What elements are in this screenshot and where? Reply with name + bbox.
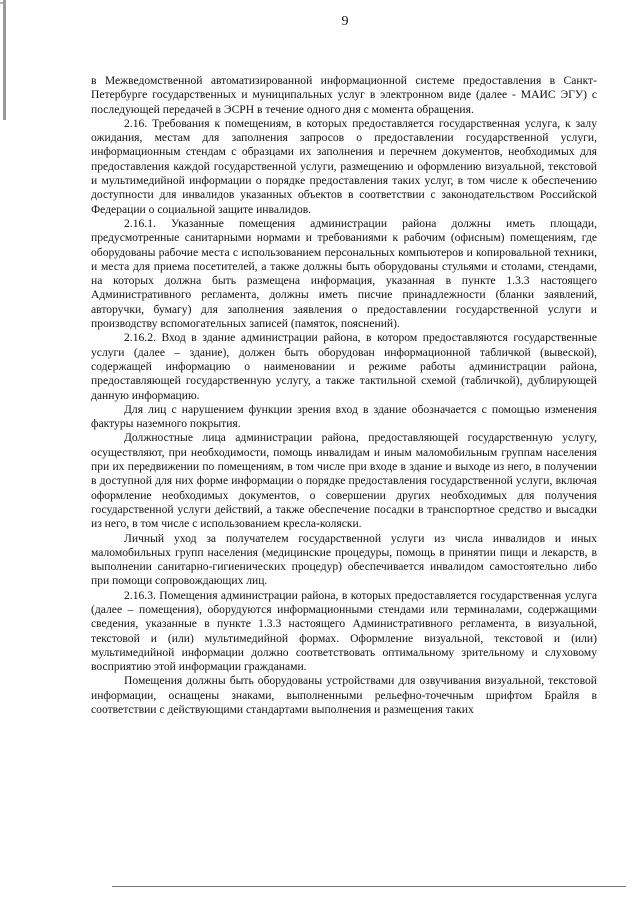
paragraph-equipment: Помещения должны быть оборудованы устройствами для озвучивания визуальной, текстовой информации, оснащены знаками, выполненными рельефно-точечным шрифтом Брайля в соответствии с действующими стандартами выполнения и размещения таких — [91, 674, 597, 717]
paragraph-personal-care: Личный уход за получателем государственной услуги из числа инвалидов и иных маломобильных групп населения (медицинские процедуры, помощь в принятии пищи и лекарств, в выполнении санитарно-гигиенических процедур) обеспечивается инвалидом самостоятельно либо при помощи сопровождающих лиц. — [91, 531, 597, 588]
paragraph-2-16-2: 2.16.2. Вход в здание администрации района, в котором предоставляются государственные услуги (далее – здание), должен быть оборудован информационной табличкой (вывеской), содержащей информацию о наименовании и режиме работы администрации района, предоставляющей государственную услугу, а также тактильной схемой (табличкой), дублирующей данную информацию. — [91, 331, 597, 402]
document-body — [91, 74, 597, 717]
paragraph-2-16-3: 2.16.3. Помещения администрации района, в которых предоставляется государственная услуга (далее – помещения), оборудуются информационными стендами или терминалами, содержащими сведения, указанные в пункте 1.3.3 настоящего Административного регламента, в визуальной, текстовой и (или) мультимедийной формах. Оформление визуальной, текстовой и (или) мультимедийной информации должно соответствовать оптимальному зрительному и слуховому восприятию этой информации гражданами. — [91, 588, 597, 674]
bottom-rule — [112, 886, 626, 887]
paragraph-officials-assistance: Должностные лица администрации района, предоставляющей государственную услугу, осуществляют, при необходимости, помощь инвалидам и иным маломобильным группам населения при их передвижении по помещениям, в том числе при входе в здание и выходе из него, в получении в доступной для них форме информации о порядке предоставления государственной услуги, включая оформление необходимых документов, о совершении других необходимых для получения государственной услуги действий, а также обеспечение посадки в транспортное средство и высадки из него, в том числе с использованием кресла-коляски. — [91, 431, 597, 531]
paragraph-2-16-1: 2.16.1. Указанные помещения администрации района должны иметь площади, предусмотренные санитарными нормами и требованиями к рабочим (офисным) помещениям, где оборудованы рабочие места с использованием персональных компьютеров и копировальной техники, и места для приема посетителей, а также должны быть оборудованы стульями и столами, стендами, на которых должна быть размещена информация, указанная в пункте 1.3.3 настоящего Административного регламента, должны иметь писчие принадлежности (бланки заявлений, авторучки, бумагу) для заполнения заявления о предоставлении государственной услуги и производству вспомогательных записей (памяток, пояснений). — [91, 216, 597, 331]
paragraph-vision-impaired: Для лиц с нарушением функции зрения вход в здание обозначается с помощью изменения фактуры наземного покрытия. — [91, 402, 597, 431]
paragraph-continuation: в Межведомственной автоматизированной информационной системе предоставления в Санкт-Петербурге государственных и муниципальных услуг в электронном виде (далее - МАИС ЭГУ) с последующей передачей в ЭСРН в течение одного дня с момента обращения. — [91, 74, 597, 116]
paragraph-2-16: 2.16. Требования к помещениям, в которых предоставляется государственная услуга, к залу ожидания, местам для заполнения запросов о предоставлении государственной услуги, информационным стендам с образцами их заполнения и перечнем документов, необходимых для предоставления каждой государственной услуги, размещению и оформлению визуальной, текстовой и мультимедийной информации о порядке предоставления таких услуг, в том числе к обеспечению доступности для инвалидов указанных объектов в соответствии с законодательством Российской Федерации о социальной защите инвалидов. — [91, 116, 597, 216]
page-number: 9 — [341, 14, 349, 29]
